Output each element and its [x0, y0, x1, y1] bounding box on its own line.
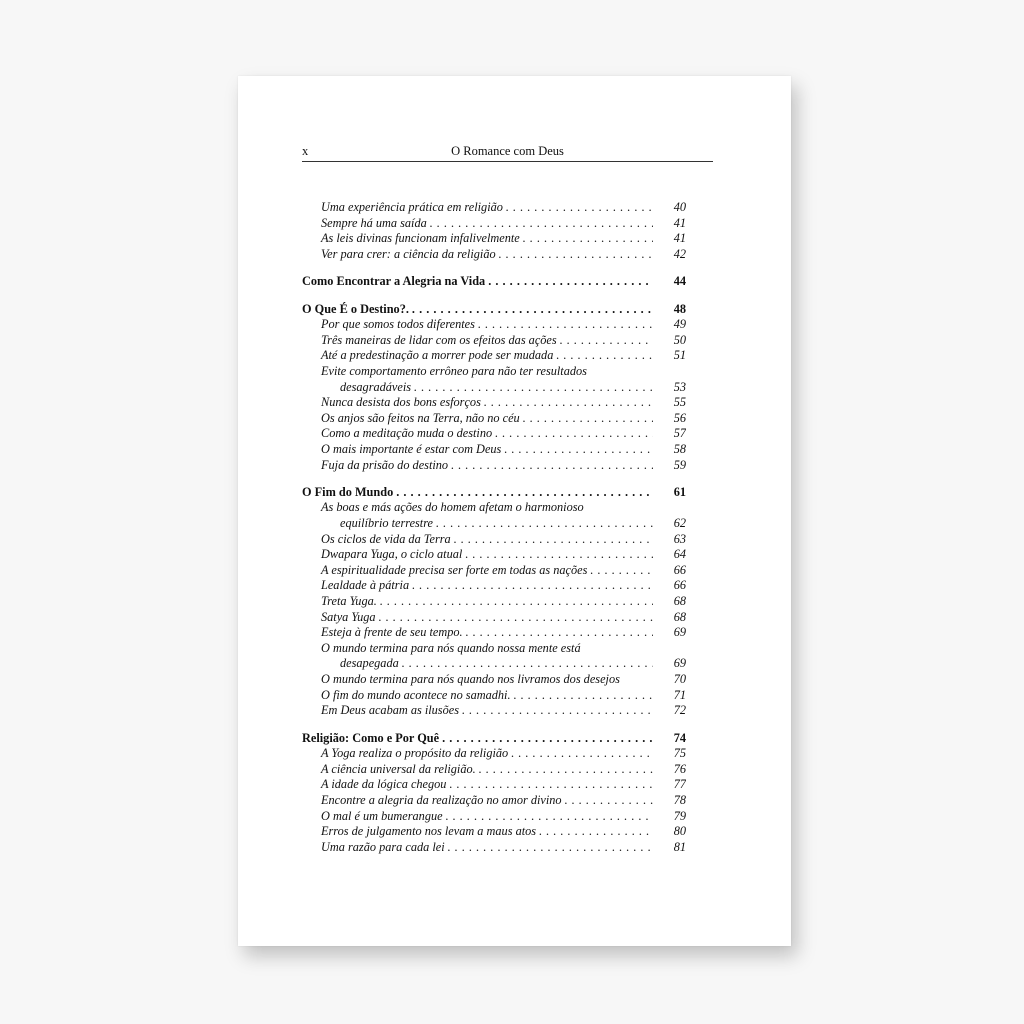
section-gap — [302, 719, 686, 731]
toc-entry-label: Uma experiência prática em religião — [321, 200, 503, 214]
toc-subentry — [302, 348, 686, 364]
toc-subentry — [302, 746, 686, 762]
toc-page-number: 48 — [673, 301, 686, 316]
toc-subentry — [302, 231, 686, 247]
toc-page-number: 42 — [673, 246, 686, 261]
running-header — [302, 144, 713, 162]
toc-page-number: 66 — [673, 562, 686, 577]
book-page — [238, 76, 791, 946]
toc-page-number: 68 — [673, 594, 686, 609]
toc-subentry — [302, 317, 686, 333]
dot-leader — [412, 578, 653, 594]
toc-subentry — [302, 442, 686, 458]
toc-page-number: 79 — [673, 808, 686, 823]
toc-page-number: 76 — [673, 761, 686, 776]
toc-page-number: 44 — [673, 274, 686, 289]
toc-entry-label: O mundo termina para nós quando nossa mente está — [321, 640, 581, 655]
toc-entry-label: Encontre a alegria da realização no amor divino — [321, 792, 562, 807]
toc-subentry — [302, 840, 686, 856]
toc-subentry — [302, 380, 686, 396]
toc-page-number: 63 — [673, 531, 686, 546]
toc-page-number: 81 — [673, 839, 686, 854]
dot-leader — [402, 656, 653, 672]
toc-entry-label: equilíbrio terrestre — [340, 516, 434, 531]
toc-page-number: 55 — [673, 395, 686, 410]
dot-leader — [556, 348, 653, 364]
toc-page-number: 70 — [673, 672, 686, 687]
dot-leader — [523, 231, 653, 247]
dot-leader — [454, 532, 653, 548]
toc-entry-label: Esteja à frente de seu tempo. — [321, 625, 463, 640]
toc-page-number: 62 — [673, 516, 686, 531]
toc-entry-label: A espiritualidade precisa ser forte em todas as nações — [321, 562, 588, 577]
toc-subentry — [302, 563, 686, 579]
toc-entry-label: Religião: Como e Por Quê — [302, 730, 440, 745]
dot-leader — [396, 485, 653, 501]
toc-subentry — [302, 426, 686, 442]
toc-subentry — [302, 216, 686, 232]
section-gap — [302, 290, 686, 302]
toc-page-number: 51 — [673, 348, 686, 363]
dot-leader — [504, 442, 653, 458]
toc-subentry — [302, 824, 686, 840]
toc-section-entry — [302, 485, 686, 501]
toc-entry-label: desapegada — [340, 656, 399, 671]
dot-leader — [560, 333, 653, 349]
toc-entry-label: Evite comportamento errôneo para não ter resultados — [321, 363, 587, 378]
toc-page-number: 59 — [673, 457, 686, 472]
dot-leader — [379, 610, 653, 626]
toc-subentry — [302, 656, 686, 672]
toc-entry-label: Por que somos todos diferentes — [321, 317, 475, 332]
toc-page-number: 41 — [673, 231, 686, 246]
toc-subentry — [302, 516, 686, 532]
table-of-contents — [302, 200, 686, 855]
toc-entry-label: Sempre há uma saída — [321, 215, 427, 230]
toc-section-entry — [302, 731, 686, 747]
toc-subentry — [302, 672, 686, 688]
dot-leader — [451, 458, 653, 474]
toc-section-entry — [302, 302, 686, 318]
toc-subentry — [302, 532, 686, 548]
toc-subentry — [302, 200, 686, 216]
toc-entry-label: Lealdade à pátria — [321, 578, 410, 593]
dot-leader — [523, 411, 653, 427]
toc-subentry — [302, 364, 686, 380]
toc-page-number: 72 — [673, 703, 686, 718]
dot-leader — [565, 793, 653, 809]
dot-leader — [590, 563, 653, 579]
toc-page-number: 40 — [673, 200, 686, 214]
toc-entry-label: O mundo termina para nós quando nos livramos dos desejos — [321, 672, 620, 687]
toc-entry-label: A Yoga realiza o propósito da religião — [321, 746, 509, 761]
toc-subentry — [302, 247, 686, 263]
dot-leader — [446, 809, 653, 825]
toc-entry-label: Três maneiras de lidar com os efeitos das ações — [321, 332, 557, 347]
toc-page-number: 66 — [673, 578, 686, 593]
dot-leader — [414, 380, 653, 396]
toc-page-number: 69 — [673, 656, 686, 671]
toc-entry-label: O mais importante é estar com Deus — [321, 441, 502, 456]
toc-entry-label: Como a meditação muda o destino — [321, 426, 493, 441]
dot-leader — [499, 247, 653, 263]
toc-subentry — [302, 578, 686, 594]
dot-leader — [514, 688, 653, 704]
toc-entry-label: Erros de julgamento nos levam a maus atos — [321, 824, 537, 839]
toc-page-number: 50 — [673, 332, 686, 347]
toc-subentry — [302, 547, 686, 563]
page-number: x — [302, 144, 309, 158]
running-title: O Romance com Deus — [451, 144, 564, 158]
section-gap — [302, 262, 686, 274]
toc-subentry — [302, 458, 686, 474]
toc-subentry — [302, 500, 686, 516]
toc-entry-label: Treta Yuga. — [321, 594, 377, 609]
toc-section-entry — [302, 274, 686, 290]
dot-leader — [466, 625, 653, 641]
dot-leader — [465, 547, 653, 563]
dot-leader — [511, 746, 653, 762]
toc-subentry — [302, 610, 686, 626]
toc-entry-label: Os ciclos de vida da Terra — [321, 531, 451, 546]
toc-page-number: 75 — [673, 746, 686, 761]
toc-page-number: 61 — [673, 484, 686, 499]
toc-page-number: 80 — [673, 824, 686, 839]
toc-subentry — [302, 594, 686, 610]
dot-leader — [479, 762, 653, 778]
toc-page-number: 64 — [673, 547, 686, 562]
toc-page-number: 58 — [673, 441, 686, 456]
toc-page-number: 77 — [673, 777, 686, 792]
toc-entry-label: Ver para crer: a ciência da religião — [321, 246, 496, 261]
toc-entry-label: Como Encontrar a Alegria na Vida — [302, 274, 486, 289]
toc-page-number: 49 — [673, 317, 686, 332]
toc-entry-label: Nunca desista dos bons esforços — [321, 395, 481, 410]
dot-leader — [478, 317, 653, 333]
dot-leader — [412, 302, 653, 318]
toc-subentry — [302, 777, 686, 793]
toc-page-number: 57 — [673, 426, 686, 441]
toc-entry-label: Uma razão para cada lei — [321, 839, 445, 854]
toc-subentry — [302, 688, 686, 704]
toc-entry-label: Satya Yuga — [321, 609, 376, 624]
toc-entry-label: Em Deus acabam as ilusões — [321, 703, 459, 718]
toc-page-number: 78 — [673, 792, 686, 807]
dot-leader — [539, 824, 653, 840]
toc-entry-label: O Que É o Destino?. — [302, 301, 409, 316]
toc-entry-label: O mal é um bumerangue — [321, 808, 443, 823]
toc-entry-label: Fuja da prisão do destino — [321, 457, 449, 472]
toc-page-number: 56 — [673, 410, 686, 425]
section-gap — [302, 473, 686, 485]
toc-entry-label: O Fim do Mundo — [302, 484, 394, 499]
dot-leader — [430, 216, 653, 232]
toc-page-number: 41 — [673, 215, 686, 230]
dot-leader — [380, 594, 653, 610]
toc-page-number: 71 — [673, 687, 686, 702]
toc-subentry — [302, 625, 686, 641]
toc-entry-label: Os anjos são feitos na Terra, não no céu — [321, 410, 520, 425]
dot-leader — [448, 840, 653, 856]
toc-page-number: 69 — [673, 625, 686, 640]
dot-leader — [462, 703, 653, 719]
toc-entry-label: As leis divinas funcionam infalivelmente — [321, 231, 520, 246]
dot-leader — [484, 395, 653, 411]
dot-leader — [442, 731, 653, 747]
dot-leader — [488, 274, 653, 290]
toc-page-number: 53 — [673, 379, 686, 394]
toc-subentry — [302, 762, 686, 778]
dot-leader — [449, 777, 653, 793]
toc-subentry — [302, 641, 686, 657]
toc-subentry — [302, 793, 686, 809]
toc-page-number: 68 — [673, 609, 686, 624]
toc-entry-label: As boas e más ações do homem afetam o harmonioso — [321, 500, 584, 515]
toc-subentry — [302, 333, 686, 349]
toc-entry-label: O fim do mundo acontece no samadhi. — [321, 687, 511, 702]
dot-leader — [436, 516, 653, 532]
dot-leader — [495, 426, 653, 442]
toc-entry-label: A ciência universal da religião. — [321, 761, 476, 776]
toc-subentry — [302, 809, 686, 825]
toc-entry-label: Dwapara Yuga, o ciclo atual — [321, 547, 463, 562]
toc-page-number: 74 — [673, 730, 686, 745]
toc-subentry — [302, 703, 686, 719]
toc-subentry — [302, 411, 686, 427]
toc-subentry — [302, 395, 686, 411]
dot-leader — [506, 200, 653, 216]
toc-entry-label: Até a predestinação a morrer pode ser mudada — [321, 348, 554, 363]
toc-entry-label: A idade da lógica chegou — [321, 777, 447, 792]
toc-entry-label: desagradáveis — [340, 379, 412, 394]
